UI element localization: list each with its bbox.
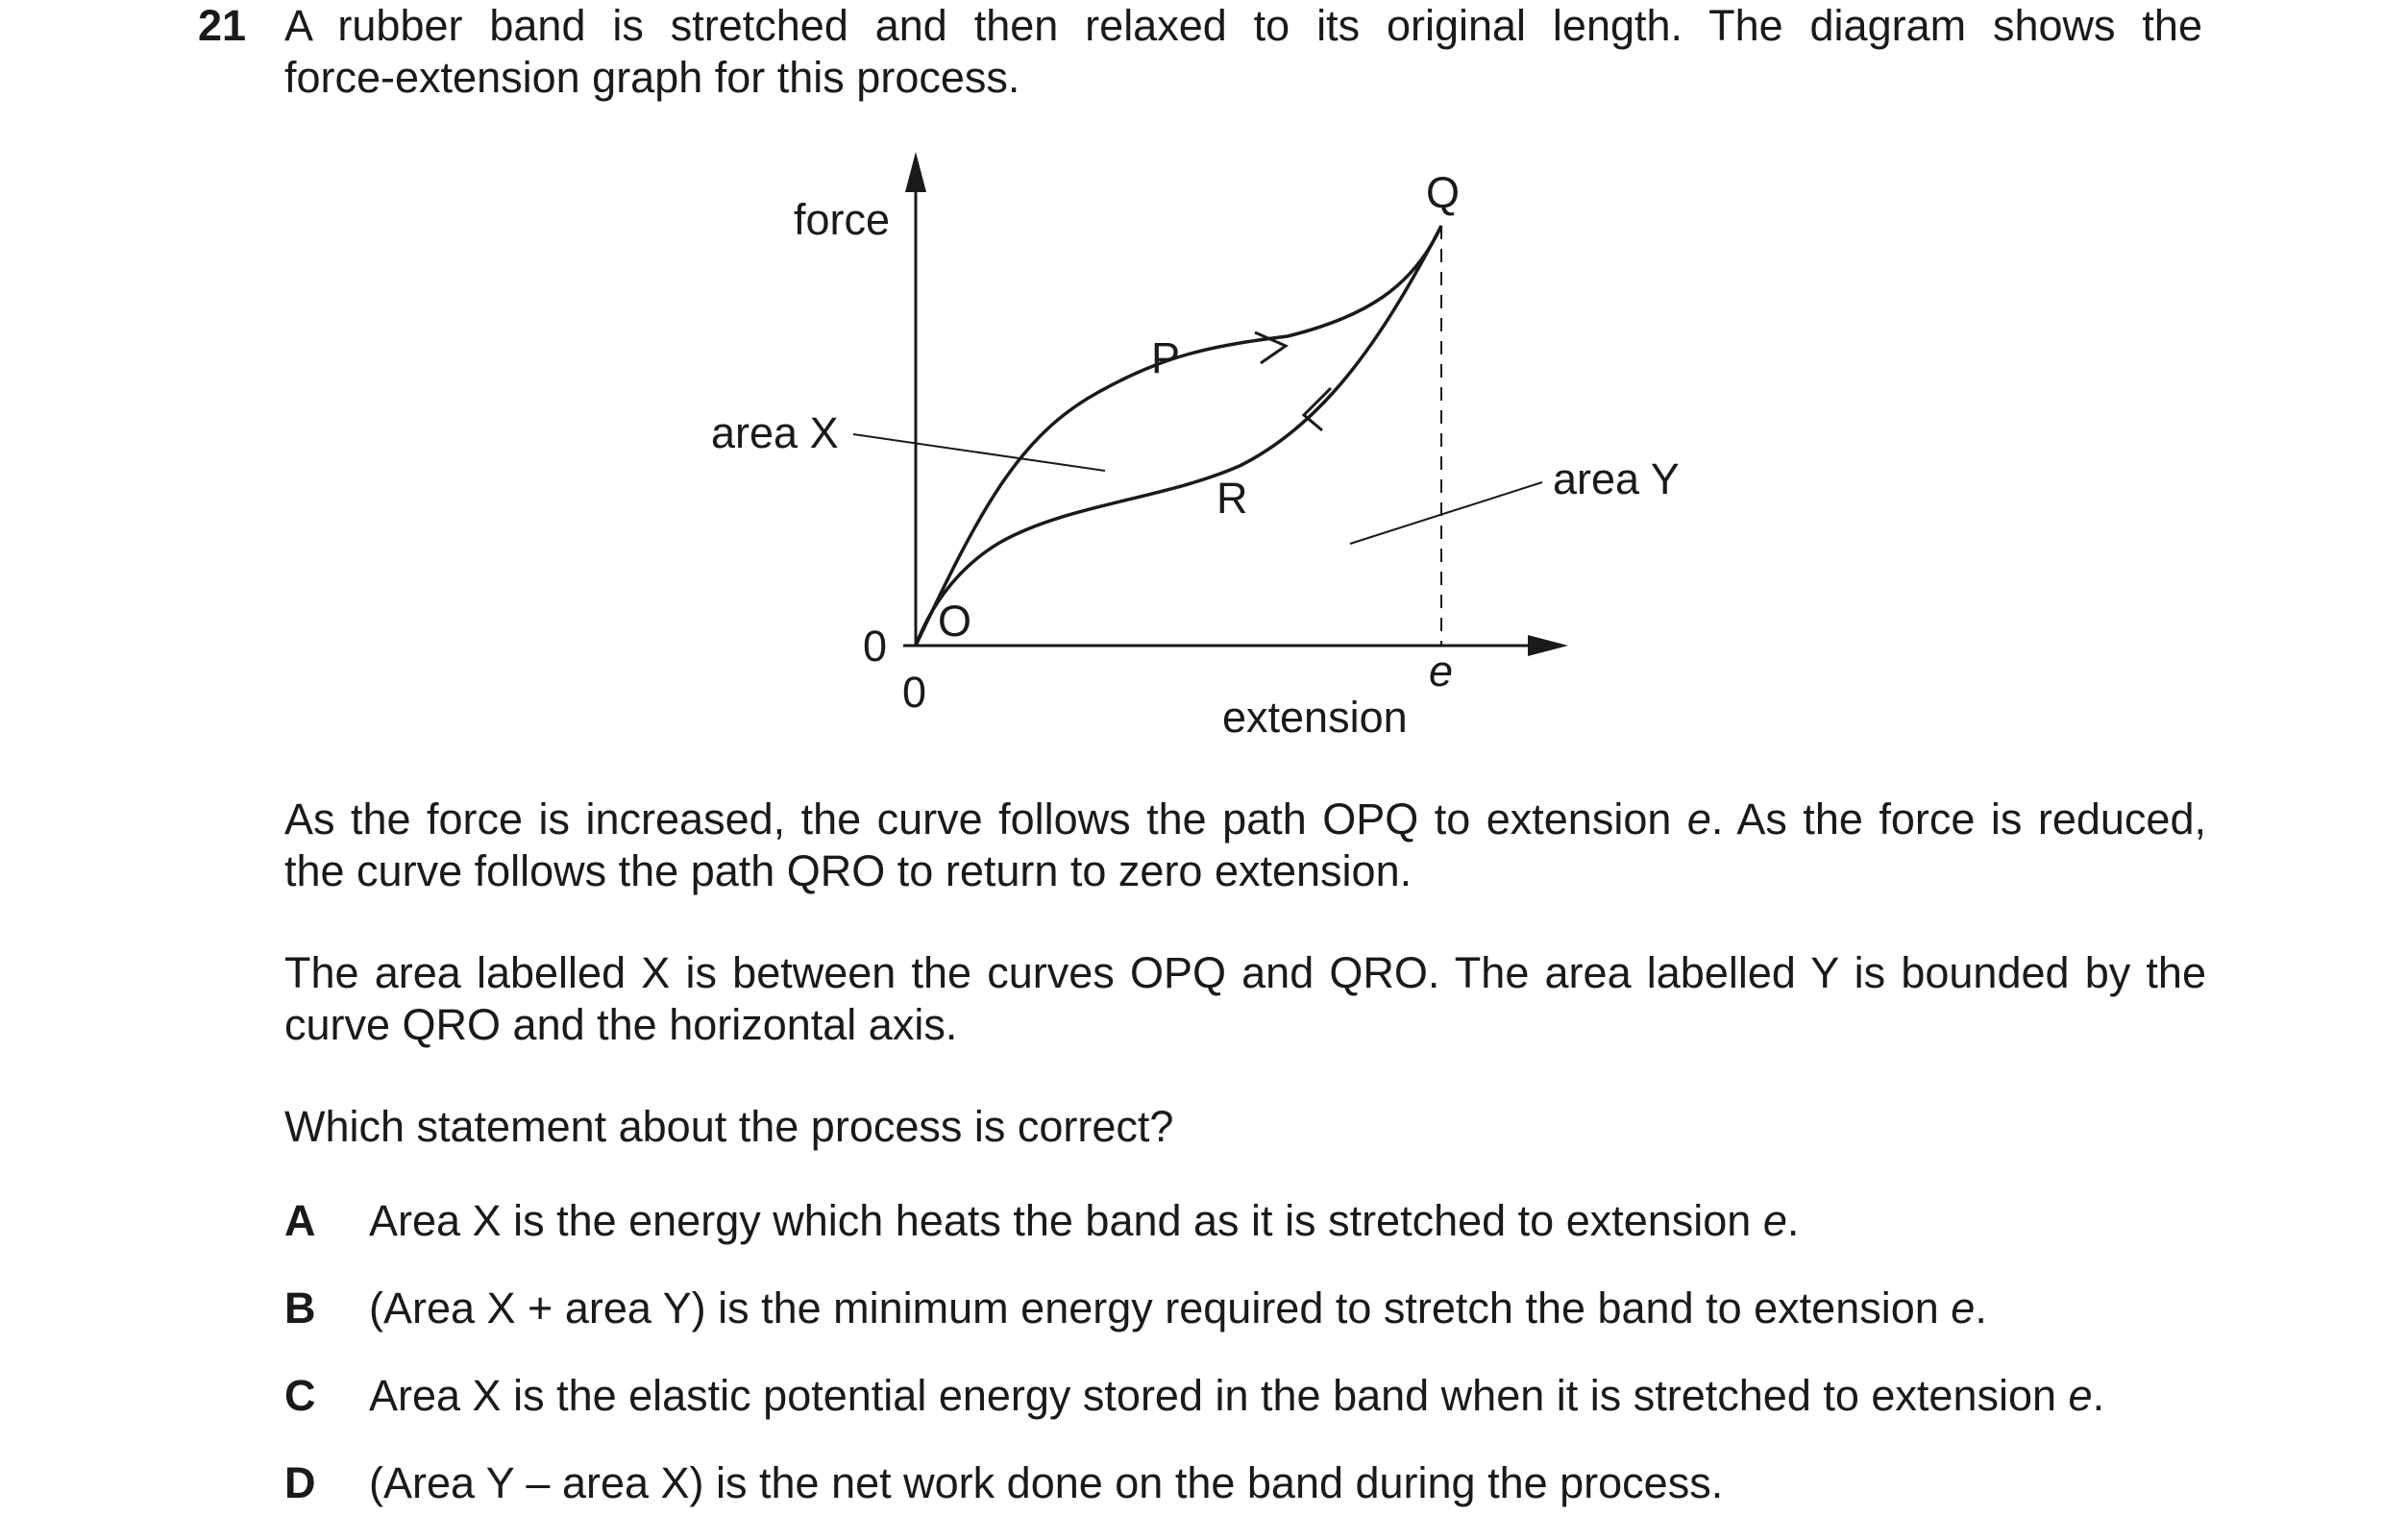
point-p-label: P bbox=[1151, 333, 1181, 382]
area-y-label: area Y bbox=[1553, 454, 1680, 503]
question-number: 21 bbox=[198, 1, 247, 50]
y-axis-label: force bbox=[794, 195, 891, 244]
paragraph-2-line-2: curve QRO and the horizontal axis. bbox=[284, 1000, 958, 1049]
paragraph-path-description bbox=[284, 794, 2206, 897]
option-letter: C bbox=[284, 1371, 316, 1420]
question-prompt: Which statement about the process is correct? bbox=[284, 1102, 1174, 1151]
option-text: (Area X + area Y) is the minimum energy required to stretch the band to extension e. bbox=[369, 1283, 1987, 1332]
option-text: Area X is the energy which heats the band as it is stretched to extension e. bbox=[369, 1196, 1800, 1245]
point-r-label: R bbox=[1216, 474, 1248, 523]
option-letter: A bbox=[284, 1196, 316, 1245]
curve-qro bbox=[916, 226, 1441, 646]
stem-line-1: A rubber band is stretched and then relaxed to its original length. The diagram shows the bbox=[284, 1, 2202, 50]
area-y-leader bbox=[1350, 482, 1542, 544]
x-mark-e-label: e bbox=[1429, 647, 1454, 696]
x-axis-arrowhead bbox=[1528, 635, 1568, 656]
stem-line-2: force-extension graph for this process. bbox=[284, 53, 1020, 102]
x-axis-label: extension bbox=[1222, 693, 1408, 742]
point-o-label: O bbox=[938, 597, 972, 646]
curve-opq bbox=[916, 226, 1441, 646]
option-letter: D bbox=[284, 1458, 316, 1507]
origin-y-label: 0 bbox=[863, 622, 888, 671]
option-letter: B bbox=[284, 1283, 316, 1332]
option-text: (Area Y – area X) is the net work done on the band during the process. bbox=[369, 1458, 1724, 1507]
area-x-label: area X bbox=[711, 408, 839, 457]
option-text: Area X is the elastic potential energy stored in the band when it is stretched to extension e. bbox=[369, 1371, 2105, 1420]
force-extension-diagram bbox=[0, 0, 2383, 769]
y-axis-arrowhead bbox=[905, 152, 926, 192]
area-x-leader bbox=[853, 434, 1105, 471]
origin-x-label: 0 bbox=[902, 668, 927, 717]
paragraph-1-line-1: As the force is increased, the curve follows the path OPQ to extension e. As the force is reduced, bbox=[284, 794, 2206, 843]
paragraph-area-description bbox=[284, 947, 2206, 1051]
paragraph-2-line-1: The area labelled X is between the curves OPQ and QRO. The area labelled Y is bounded by the bbox=[284, 948, 2206, 997]
paragraph-1-line-2: the curve follows the path QRO to return to zero extension. bbox=[284, 846, 1413, 895]
point-q-label: Q bbox=[1426, 168, 1461, 217]
